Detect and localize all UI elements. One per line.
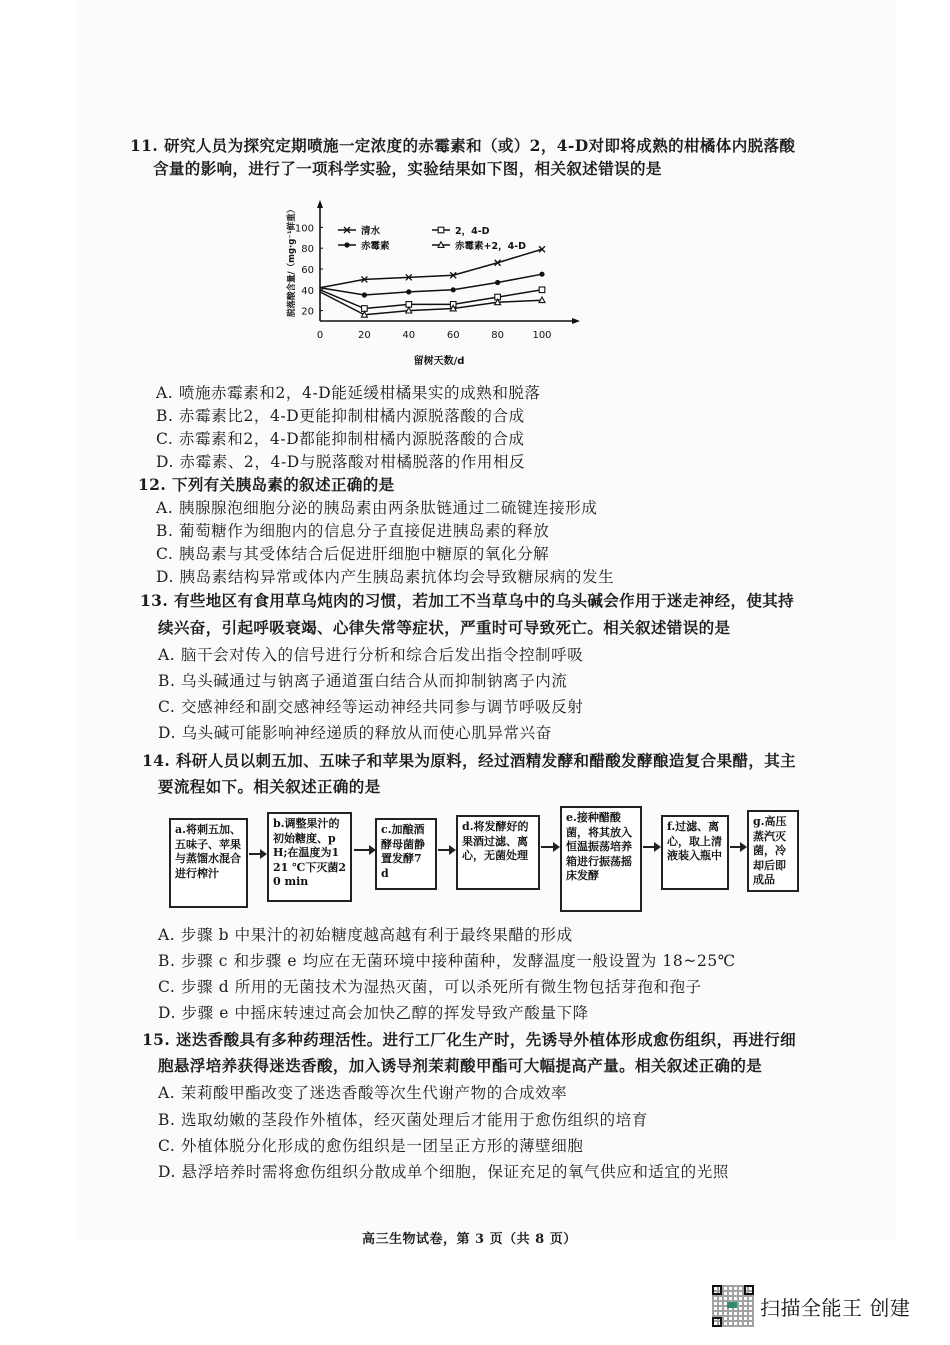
- svg-text:20: 20: [358, 330, 371, 341]
- q12-option-a: A. 胰腺腺泡细胞分泌的胰岛素由两条肽链通过二硫键连接形成: [156, 499, 598, 517]
- svg-text:赤霉素: 赤霉素: [361, 241, 390, 252]
- q14-option-b: B. 步骤 c 和步骤 e 均应在无菌环境中接种菌种，发酵温度一般设置为 18~25℃: [158, 952, 736, 970]
- q12-option-b: B. 葡萄糖作为细胞内的信息分子直接促进胰岛素的释放: [156, 522, 550, 540]
- q15-stem-line-1: 15. 迷迭香酸具有多种药理活性。进行工厂化生产时，先诱导外植体形成愈伤组织，再进行细: [142, 1030, 797, 1049]
- q12-stem: 12. 下列有关胰岛素的叙述正确的是: [138, 475, 395, 494]
- q14-option-c: C. 步骤 d 所用的无菌技术为湿热灭菌，可以杀死所有微生物包括芽孢和孢子: [158, 978, 702, 996]
- svg-text:20: 20: [301, 306, 314, 318]
- svg-text:脱落酸含量/（mg·g⁻¹鲜重）: 脱落酸含量/（mg·g⁻¹鲜重）: [287, 204, 297, 317]
- svg-text:留树天数/d: 留树天数/d: [413, 356, 465, 367]
- flow-step-a: a.将刺五加、五味子、苹果与蒸馏水混合进行榨汁: [169, 818, 248, 908]
- q13-stem-line-1: 13. 有些地区有食用草乌炖肉的习惯，若加工不当草乌中的乌头碱会作用于迷走神经，使其持: [140, 591, 795, 610]
- q11-option-d: D. 赤霉素、2，4-D与脱落酸对柑橘脱落的作用相反: [156, 453, 526, 471]
- flow-arrow-icon: [730, 846, 745, 848]
- flow-step-b: b.调整果汁的初始糖度、pH;在温度为121 ℃下灭菌20 min: [267, 812, 352, 902]
- svg-text:100: 100: [532, 330, 552, 341]
- flow-step-g: g.高压蒸汽灭菌，冷却后即成品: [747, 810, 799, 892]
- series-line: [320, 274, 542, 295]
- q15-option-d: D. 悬浮培养时需将愈伤组织分散成单个细胞，保证充足的氧气供应和适宜的光照: [158, 1163, 729, 1181]
- abscisic-acid-line-chart: [282, 196, 592, 376]
- svg-text:60: 60: [446, 330, 460, 341]
- chart-canvas: [282, 196, 592, 376]
- svg-text:赤霉素+2，4-D: 赤霉素+2，4-D: [455, 241, 527, 252]
- svg-text:40: 40: [301, 285, 314, 297]
- svg-text:2，4-D: 2，4-D: [455, 226, 490, 237]
- flow-arrow-icon: [643, 846, 659, 848]
- svg-text:60: 60: [301, 265, 314, 276]
- svg-text:80: 80: [301, 244, 314, 256]
- q14-option-d: D. 步骤 e 中摇床转速过高会加快乙醇的挥发导致产酸量下降: [158, 1004, 589, 1022]
- q14-stem-line-2: 要流程如下。相关叙述正确的是: [158, 777, 381, 796]
- q15-stem-line-2: 胞悬浮培养获得迷迭香酸，加入诱导剂茉莉酸甲酯可大幅提高产量。相关叙述正确的是: [158, 1056, 763, 1075]
- scanner-watermark-text: 扫描全能王 创建: [760, 1295, 911, 1320]
- q12-option-d: D. 胰岛素结构异常或体内产生胰岛素抗体均会导致糖尿病的发生: [156, 568, 615, 586]
- q13-option-c: C. 交感神经和副交感神经等运动神经共同参与调节呼吸反射: [158, 698, 584, 716]
- svg-text:100: 100: [294, 223, 314, 235]
- q15-option-c: C. 外植体脱分化形成的愈伤组织是一团呈正方形的薄壁细胞: [158, 1137, 584, 1155]
- q13-option-a: A. 脑干会对传入的信号进行分析和综合后发出指令控制呼吸: [158, 646, 584, 664]
- flow-step-f: f.过滤、离心，取上清液装入瓶中: [661, 815, 729, 890]
- series-line: [320, 249, 542, 287]
- scanner-watermark: [712, 1285, 910, 1327]
- q11-option-c: C. 赤霉素和2，4-D都能抑制柑橘内源脱落酸的合成: [156, 430, 525, 448]
- q15-option-a: A. 茉莉酸甲酯改变了迷迭香酸等次生代谢产物的合成效率: [158, 1084, 568, 1102]
- flow-arrow-icon: [541, 846, 558, 848]
- q15-option-b: B. 选取幼嫩的茎段作外植体，经灭菌处理后才能用于愈伤组织的培育: [158, 1111, 648, 1129]
- q11-stem-line-1: 11. 研究人员为探究定期喷施一定浓度的赤霉素和（或）2，4-D对即将成熟的柑橘体内脱落酸: [130, 136, 796, 155]
- page-footer: 高三生物试卷，第 3 页（共 8 页）: [362, 1232, 577, 1247]
- flow-arrow-icon: [438, 849, 454, 851]
- q12-option-c: C. 胰岛素与其受体结合后促进肝细胞中糖原的氧化分解: [156, 545, 550, 563]
- q11-option-b: B. 赤霉素比2，4-D更能抑制柑橘内源脱落酸的合成: [156, 407, 525, 425]
- svg-text:0: 0: [316, 330, 324, 341]
- svg-text:40: 40: [402, 330, 416, 341]
- svg-text:清水: 清水: [361, 226, 381, 237]
- q13-option-d: D. 乌头碱可能影响神经递质的释放从而使心肌异常兴奋: [158, 724, 552, 742]
- q14-option-a: A. 步骤 b 中果汁的初始糖度越高越有利于最终果醋的形成: [158, 926, 573, 944]
- flow-arrow-icon: [249, 853, 265, 855]
- qr-code-icon: [712, 1285, 754, 1327]
- q13-option-b: B. 乌头碱通过与钠离子通道蛋白结合从而抑制钠离子内流: [158, 672, 568, 690]
- q13-stem-line-2: 续兴奋，引起呼吸衰竭、心律失常等症状，严重时可导致死亡。相关叙述错误的是: [158, 618, 731, 637]
- flow-arrow-icon: [354, 849, 374, 851]
- q11-stem-line-2: 含量的影响，进行了一项科学实验，实验结果如下图，相关叙述错误的是: [153, 159, 662, 178]
- flow-step-e: e.接种醋酸菌，将其放入恒温振荡培养箱进行振荡摇床发酵: [560, 806, 642, 912]
- flow-step-c: c.加酿酒酵母菌静置发酵7 d: [375, 818, 437, 890]
- flow-step-d: d.将发酵好的果酒过滤、离心，无菌处理: [456, 815, 540, 890]
- svg-text:80: 80: [491, 330, 504, 341]
- q11-option-a: A. 喷施赤霉素和2，4-D能延缓柑橘果实的成熟和脱落: [156, 384, 541, 402]
- q14-stem-line-1: 14. 科研人员以刺五加、五味子和苹果为原料，经过酒精发酵和醋酸发酵酿造复合果醋，其主: [142, 751, 797, 770]
